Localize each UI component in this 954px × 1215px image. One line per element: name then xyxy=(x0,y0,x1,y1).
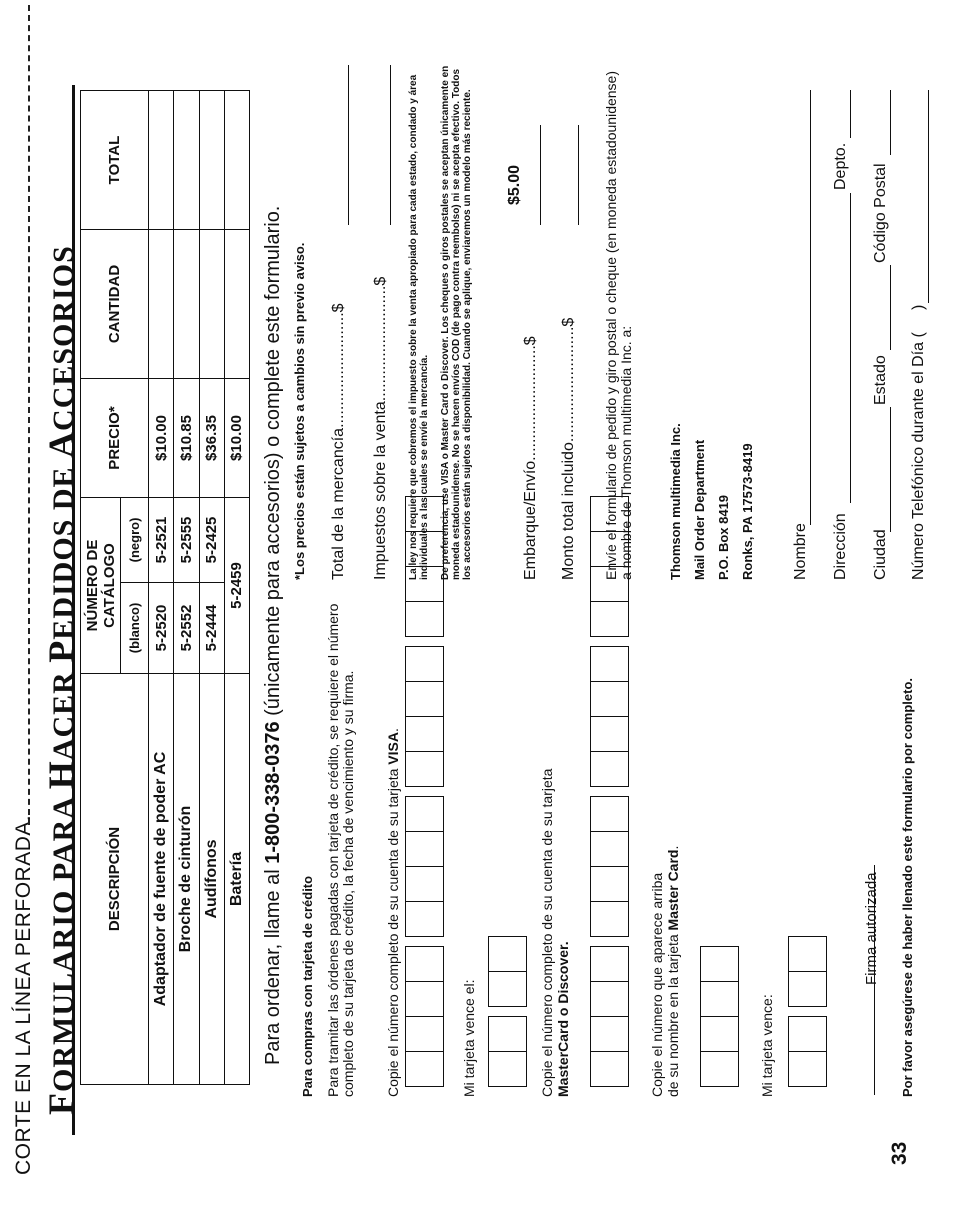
apt-label: Depto. xyxy=(832,142,849,190)
digit-box[interactable] xyxy=(405,751,444,787)
digit-box[interactable] xyxy=(405,716,444,752)
digit-box[interactable] xyxy=(788,1051,827,1087)
order-line xyxy=(262,206,285,1065)
digit-box[interactable] xyxy=(405,796,444,832)
digit-box[interactable] xyxy=(405,1051,444,1087)
digit-box[interactable] xyxy=(788,1016,827,1052)
merch-total-label: Total de la mercancía..........................$ xyxy=(330,303,347,580)
digit-box[interactable] xyxy=(405,681,444,717)
mail-address-line-1: Thomson multimedia Inc. xyxy=(668,423,683,580)
merch-total-line[interactable] xyxy=(348,65,349,225)
state-line[interactable] xyxy=(890,265,891,350)
visa-copy-text: Copie el número completo de su cuenta de su tarjeta xyxy=(385,764,401,1097)
row-white: 5-2552 xyxy=(174,582,199,673)
tax-label: Impuestos sobre la venta..........................$ xyxy=(372,276,389,580)
zip-label: Código Postal xyxy=(872,163,889,263)
title-part: ORMULARIO PARA xyxy=(47,789,80,1092)
order-line-text: (únicamente para accesorios) o complete este formulario. xyxy=(262,205,284,722)
mc-name-text: de su nombre en la tarjeta xyxy=(665,930,681,1097)
row-quantity-cell[interactable] xyxy=(149,230,174,379)
digit-box[interactable] xyxy=(700,946,739,982)
ship-text: Embarque/Envío xyxy=(522,460,539,580)
digit-box[interactable] xyxy=(590,946,629,982)
col-quantity: CANTIDAD xyxy=(81,230,149,379)
tax-note: La ley nos requiere que cobremos el impuesto sobre la venta apropiado para cada estado, condado y área individuales a las cuales se envíe la mercancía. xyxy=(408,74,430,580)
row-catalog: 5-2459 xyxy=(224,498,249,674)
digit-box[interactable] xyxy=(700,1051,739,1087)
visa-expiry-label: Mi tarjeta vence el: xyxy=(461,979,477,1097)
col-black: (negro) xyxy=(121,498,149,583)
row-description: Adaptador de fuente de poder AC xyxy=(149,674,174,1085)
digit-box[interactable] xyxy=(488,1051,527,1087)
title-part: CCESORIOS xyxy=(47,245,80,431)
phone-line[interactable] xyxy=(928,90,929,303)
address-line[interactable] xyxy=(850,193,851,503)
digit-box[interactable] xyxy=(590,831,629,867)
visa-label: VISA xyxy=(385,732,401,765)
table-row xyxy=(199,91,224,1085)
apt-line[interactable] xyxy=(850,90,851,138)
digit-box[interactable] xyxy=(488,936,527,972)
complete-note: Por favor asegúrese de haber llenado este formulario por completo. xyxy=(900,677,915,1097)
total-text: Monto total incluido xyxy=(560,442,577,580)
col-white: (blanco) xyxy=(121,582,149,673)
row-quantity-cell[interactable] xyxy=(199,230,224,379)
merch-text: Total de la mercancía xyxy=(330,427,347,580)
digit-box[interactable] xyxy=(488,1016,527,1052)
digit-box[interactable] xyxy=(590,751,629,787)
mc-name-label-1: Copie el número que aparece arriba xyxy=(649,872,665,1097)
digit-box[interactable] xyxy=(405,601,444,637)
grand-total-line[interactable] xyxy=(578,125,579,225)
digit-box[interactable] xyxy=(590,601,629,637)
col-catalog: NÚMERO DE CATÁLOGO xyxy=(81,498,121,674)
digit-box[interactable] xyxy=(590,981,629,1017)
name-line[interactable] xyxy=(810,90,811,525)
order-line-text: Para ordenar, llame al xyxy=(262,863,284,1065)
mail-instructions: Envíe el formulario de pedido y giro postal o cheque (en moneda estadounidense) a nombre de Thomson multimedia Inc. a: xyxy=(603,71,634,580)
digit-box[interactable] xyxy=(590,1051,629,1087)
row-black: 5-2425 xyxy=(199,498,224,583)
city-line[interactable] xyxy=(890,407,891,532)
digit-box[interactable] xyxy=(700,981,739,1017)
zip-line[interactable] xyxy=(890,90,891,155)
dollar-sign: $ xyxy=(330,303,347,313)
row-quantity-cell[interactable] xyxy=(174,230,199,379)
row-black: 5-2521 xyxy=(149,498,174,583)
price-note: *Los precios están sujetos a cambios sin previo aviso. xyxy=(292,242,307,580)
row-price: $36.35 xyxy=(199,379,224,498)
title-part: EDIDOS DE xyxy=(47,457,80,640)
row-quantity-cell[interactable] xyxy=(224,230,249,379)
title-letter: H xyxy=(41,760,81,790)
row-price: $10.00 xyxy=(149,379,174,498)
title-letter: A xyxy=(41,430,81,458)
address-label: Dirección xyxy=(832,513,849,580)
digit-box[interactable] xyxy=(590,901,629,937)
digit-box[interactable] xyxy=(488,971,527,1007)
dollar-sign: $ xyxy=(560,317,577,327)
tax-line[interactable] xyxy=(390,65,391,225)
row-white: 5-2520 xyxy=(149,582,174,673)
city-label: Ciudad xyxy=(872,529,889,580)
digit-box[interactable] xyxy=(405,646,444,682)
col-price: PRECIO* xyxy=(81,379,149,498)
digit-box[interactable] xyxy=(590,796,629,832)
mail-address-line-3: P.O. Box 8419 xyxy=(716,494,731,580)
row-total-cell[interactable] xyxy=(174,91,199,230)
credit-heading: Para compras con tarjeta de crédito xyxy=(300,875,315,1097)
digit-box[interactable] xyxy=(405,1016,444,1052)
payment-note: De preferencia, use VISA o Master Card o Discover. Los cheques o giros postales se aceptan únicamente en moneda estadounidense. No se hacen envíos COD (de pago contra reembolso) ni se acepta efectivo. Todos los accesorios están sujetos a disponibilidad. Cuando se aplique, enviaremos un modelo más reciente. xyxy=(440,65,473,580)
digit-box[interactable] xyxy=(788,936,827,972)
phone-close: ) xyxy=(910,304,927,310)
row-total-cell[interactable] xyxy=(224,91,249,230)
row-description: Audífonos xyxy=(199,674,224,1085)
order-phone: 1-800-338-0376 xyxy=(262,721,284,864)
mail-address-line-2: Mail Order Department xyxy=(692,439,707,580)
digit-box[interactable] xyxy=(590,866,629,902)
col-total: TOTAL xyxy=(81,91,149,230)
digit-box[interactable] xyxy=(590,716,629,752)
table-row xyxy=(224,91,249,1085)
row-price: $10.00 xyxy=(224,379,249,498)
accessory-table xyxy=(80,90,250,1085)
digit-box[interactable] xyxy=(590,1016,629,1052)
digit-box[interactable] xyxy=(700,1016,739,1052)
title-letter: P xyxy=(41,639,81,663)
phone-label: Número Telefónico durante el Día ( xyxy=(910,332,927,580)
form-title xyxy=(40,245,82,1115)
mc-name-label-2: de su nombre en la tarjeta Master Card. xyxy=(665,845,681,1097)
row-black: 5-2555 xyxy=(174,498,199,583)
col-description: DESCRIPCIÓN xyxy=(81,674,149,1085)
visa-copy-label: Copie el número completo de su cuenta de su tarjeta VISA. xyxy=(385,728,401,1097)
digit-box[interactable] xyxy=(590,681,629,717)
row-description: Batería xyxy=(224,674,249,1085)
table-row xyxy=(174,91,199,1085)
dollar-sign: $ xyxy=(522,336,539,346)
grand-total-label: Monto total incluido..........................$ xyxy=(560,317,577,580)
digit-box[interactable] xyxy=(405,831,444,867)
digit-box[interactable] xyxy=(590,646,629,682)
table-row xyxy=(149,91,174,1085)
mc-card-brand: Master Card xyxy=(665,849,681,931)
credit-paragraph: Para tramitar las órdenes pagadas con tarjeta de crédito, se requiere el número completo de su tarjeta de crédito, la fecha de vencimiento y su firma. xyxy=(325,603,356,1097)
title-part: ACER xyxy=(47,662,80,761)
mc-expiry-label: Mi tarjeta vence: xyxy=(759,994,775,1097)
digit-box[interactable] xyxy=(405,901,444,937)
row-price: $10.85 xyxy=(174,379,199,498)
dollar-sign: $ xyxy=(372,276,389,286)
shipping-label: Embarque/Envío..........................$ xyxy=(522,336,539,580)
row-white: 5-2444 xyxy=(199,582,224,673)
mc-copy-label: Copie el número completo de su cuenta de su tarjeta xyxy=(539,768,555,1097)
page-number: 33 xyxy=(888,1141,911,1165)
digit-box[interactable] xyxy=(405,866,444,902)
row-description: Broche de cinturón xyxy=(174,674,199,1085)
state-label: Estado xyxy=(872,355,889,405)
perforated-cut-line xyxy=(28,5,30,825)
shipping-line xyxy=(540,125,541,225)
digit-box[interactable] xyxy=(405,981,444,1017)
mc-brand-label: MasterCard o Discover. xyxy=(555,941,571,1097)
name-label: Nombre xyxy=(792,523,809,580)
row-total-cell[interactable] xyxy=(149,91,174,230)
shipping-amount: $5.00 xyxy=(506,164,523,205)
cut-line-label: CORTE EN LA LÍNEA PERFORADA. xyxy=(12,814,35,1175)
title-letter: F xyxy=(41,1092,81,1115)
digit-box[interactable] xyxy=(788,971,827,1007)
signature-label: Firma autorizada xyxy=(863,872,880,985)
row-total-cell[interactable] xyxy=(199,91,224,230)
digit-box[interactable] xyxy=(405,946,444,982)
tax-text: Impuestos sobre la venta xyxy=(372,401,389,580)
mail-address-line-4: Ronks, PA 17573-8419 xyxy=(740,443,755,580)
